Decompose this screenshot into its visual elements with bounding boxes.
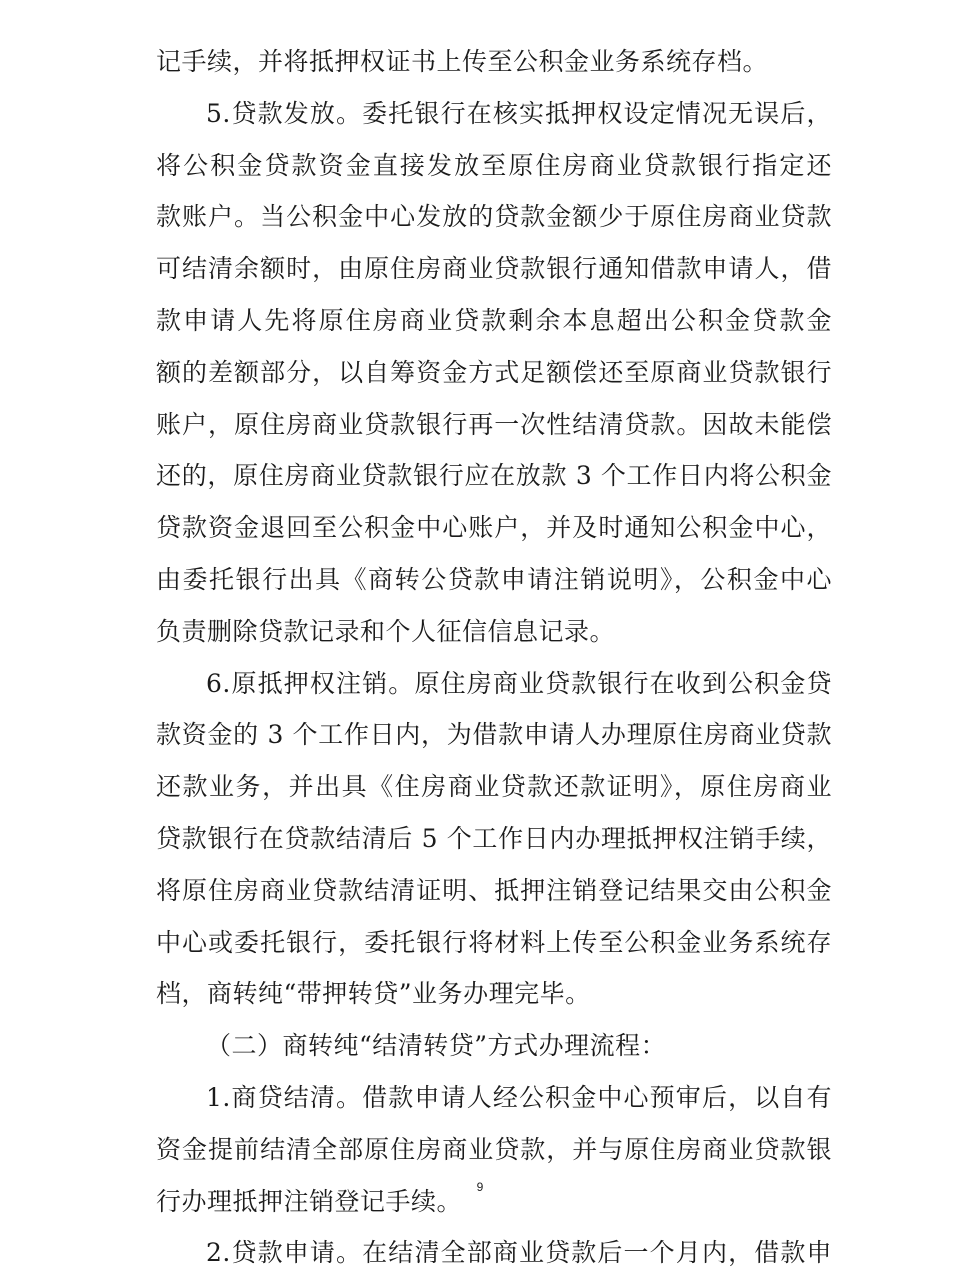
text-line: 贷款银行在贷款结清后 5 个工作日内办理抵押权注销手续， (156, 823, 832, 853)
page-number: 9 (476, 1180, 484, 1194)
text-line: 档，商转纯“带押转贷”业务办理完毕。 (156, 979, 591, 1009)
text-line: 5.贷款发放。委托银行在核实抵押权设定情况无误后， (206, 98, 832, 128)
document-body (156, 36, 832, 1279)
text-line: 将公积金贷款资金直接发放至原住房商业贷款银行指定还 (156, 150, 832, 180)
text-line: 款账户。当公积金中心发放的贷款金额少于原住房商业贷款 (156, 202, 832, 232)
text-line: 资金提前结清全部原住房商业贷款，并与原住房商业贷款银 (156, 1134, 832, 1164)
text-line: 将原住房商业贷款结清证明、抵押注销登记结果交由公积金 (156, 875, 832, 905)
text-line: 还款业务，并出具《住房商业贷款还款证明》，原住房商业 (156, 772, 832, 802)
text-line: 贷款资金退回至公积金中心账户，并及时通知公积金中心， (156, 513, 832, 543)
text-line: 款申请人先将原住房商业贷款剩余本息超出公积金贷款金 (156, 305, 832, 335)
text-line: 额的差额部分，以自筹资金方式足额偿还至原商业贷款银行 (156, 357, 832, 387)
text-line: 行办理抵押注销登记手续。 (156, 1186, 463, 1216)
text-line: 中心或委托银行，委托银行将材料上传至公积金业务系统存 (156, 927, 832, 957)
text-line: 还的，原住房商业贷款银行应在放款 3 个工作日内将公积金 (156, 461, 832, 491)
text-line: 由委托银行出具《商转公贷款申请注销说明》，公积金中心 (156, 564, 832, 594)
text-line: 账户，原住房商业贷款银行再一次性结清贷款。因故未能偿 (156, 409, 832, 439)
text-line: 记手续，并将抵押权证书上传至公积金业务系统存档。 (156, 47, 769, 76)
text-line: 6.原抵押权注销。原住房商业贷款银行在收到公积金贷 (206, 668, 832, 698)
section-heading: （二）商转纯“结清转贷”方式办理流程： (206, 1031, 667, 1061)
text-line: 可结清余额时，由原住房商业贷款银行通知借款申请人，借 (156, 254, 832, 284)
text-line: 1.商贷结清。借款申请人经公积金中心预审后，以自有 (206, 1082, 832, 1112)
text-line: 负责删除贷款记录和个人征信信息记录。 (156, 616, 616, 646)
text-line: 款资金的 3 个工作日内，为借款申请人办理原住房商业贷款 (156, 720, 832, 750)
text-line: 2.贷款申请。在结清全部商业贷款后一个月内，借款申 (206, 1238, 832, 1268)
